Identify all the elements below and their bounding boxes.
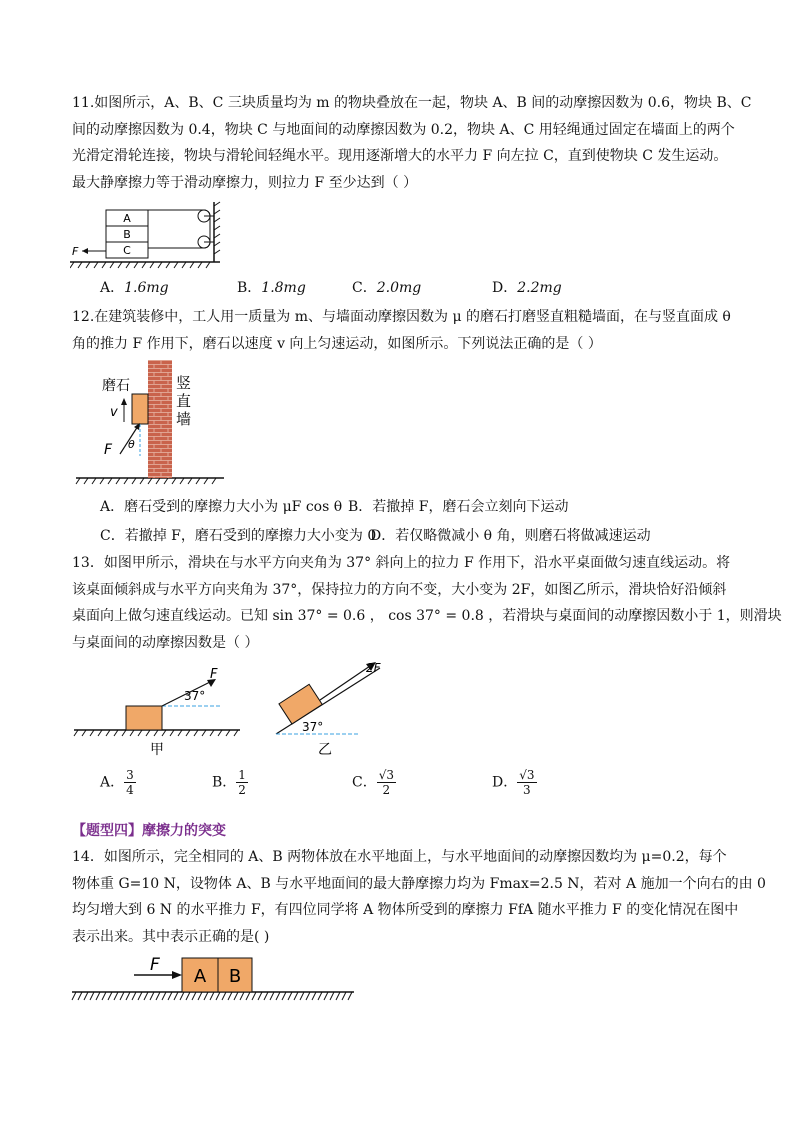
block-a-label: A [123, 212, 131, 225]
pull-force-label-2: 2F [366, 661, 381, 675]
q14-line: 物体重 G=10 N，设物体 A、B 与水平地面间的最大静摩擦力均为 Fmax=2.5 N，若对 A 施加一个向右的由 0 [72, 875, 766, 892]
q14-figure [70, 952, 360, 1010]
push-arrow-head [172, 971, 182, 979]
q14-text [72, 844, 766, 950]
section-title: 【题型四】摩擦力的突变 [72, 823, 226, 839]
q13-line: 13．如图甲所示，滑块在与水平方向夹角为 37° 斜向上的拉力 F 作用下，沿水平桌面做匀速直线运动。将 [72, 555, 731, 571]
ground-hatch [76, 478, 216, 484]
wall-hatch [214, 202, 220, 254]
q14-line: 14．如图所示，完全相同的 A、B 两物体放在水平地面上，与水平地面间的动摩擦因数均为 μ=0.2，每个 [72, 849, 727, 865]
q12-figure [70, 360, 230, 485]
wall-label-1: 竖 [176, 374, 192, 392]
q13-line: 与桌面间的动摩擦因数是（ ） [72, 634, 259, 651]
push-force-label: F [150, 955, 160, 975]
stone-label: 磨石 [102, 378, 130, 394]
brick-wall [148, 360, 172, 478]
slider-block-1 [126, 706, 162, 730]
velocity-label: v [110, 405, 118, 420]
q13-line: 桌面向上做匀速直线运动。已知 sin 37° = 0.6 ， cos 37° = 0.8 ，若滑块与桌面间的动摩擦因数小于 1，则滑块 [72, 608, 782, 624]
force-label: F [72, 245, 79, 258]
q11-line: 最大静摩擦力等于滑动摩擦力，则拉力 F 至少达到（ ） [72, 174, 418, 191]
force-label: F [104, 442, 113, 458]
q11-text [72, 90, 752, 196]
q13-text [72, 550, 782, 656]
angle-label-2: 37° [302, 720, 324, 734]
grinding-stone [132, 394, 148, 424]
q13-figure [70, 660, 400, 760]
q11-option-c[interactable]: C．2.0mg [352, 280, 422, 296]
figure-label-yi: 乙 [318, 742, 332, 758]
q14-line: 均匀增大到 6 N 的水平推力 F，有四位同学将 A 物体所受到的摩擦力 FfA 随水平推力 F 的变化情况在图中 [72, 902, 739, 918]
q13-line: 该桌面倾斜成与水平方向夹角为 37°，保持拉力的方向不变，大小变为 2F，如图乙所示，滑块恰好沿倾斜 [72, 581, 727, 598]
q11-option-b[interactable]: B．1.8mg [237, 280, 306, 296]
q11-line: 光滑定滑轮连接，物块与滑轮间轻绳水平。现用逐渐增大的水平力 F 向左拉 C，直到使物块 C 发生运动。 [72, 148, 728, 164]
q11-options [100, 277, 740, 301]
q12-option-a[interactable]: A．磨石受到的摩擦力大小为 μF cos θ [100, 499, 343, 515]
pull-arrow-shaft-2 [320, 666, 370, 700]
q12-text [72, 304, 731, 357]
q13-option-a[interactable]: A． $\frac{3}{4}$ [100, 768, 134, 797]
wall-label-3: 墙 [176, 410, 192, 428]
q11-figure [70, 198, 230, 270]
q12-option-d[interactable]: D．若仅略微减小 θ 角，则磨石将做减速运动 [370, 528, 651, 544]
q12-options-row1 [100, 496, 740, 522]
q12-option-b[interactable]: B．若撤掉 F，磨石会立刻向下运动 [348, 499, 569, 515]
q11-option-d[interactable]: D．2.2mg [492, 280, 562, 296]
angle-label-1: 37° [184, 689, 206, 703]
block-a-label: A [193, 966, 207, 987]
q12-options-row2 [100, 525, 740, 551]
block-b-label: B [228, 966, 242, 987]
velocity-arrow-head [121, 398, 127, 405]
block-b-label: B [123, 228, 131, 241]
block-c-label: C [123, 244, 131, 257]
q13-option-b[interactable]: B． $\frac{1}{2}$ [212, 768, 246, 797]
q11-line: 11.如图所示，A、B、C 三块质量均为 m 的物块叠放在一起，物块 A、B 间的动摩擦因数为 0.6，物块 B、C [72, 95, 752, 111]
wall-label-2: 直 [176, 392, 192, 410]
q12-option-c[interactable]: C．若撤掉 F，磨石受到的摩擦力大小变为 0 [100, 528, 377, 544]
q13-options [100, 768, 740, 808]
q13-option-c[interactable]: C． $\frac{√3}{2}$ [352, 768, 394, 797]
slider-block-2 [279, 684, 322, 724]
ground-hatch [72, 992, 352, 1000]
ground-hatch [70, 262, 210, 268]
theta-label: θ [128, 438, 135, 451]
q11-line: 间的动摩擦因数为 0.4，物块 C 与地面间的动摩擦因数为 0.2，物块 A、C 用轻绳通过固定在墙面上的两个 [72, 121, 735, 138]
figure-label-jia: 甲 [150, 742, 164, 758]
force-arrow-head [82, 248, 88, 254]
q14-line: 表示出来。其中表示正确的是( ) [72, 928, 270, 945]
q12-line: 角的推力 F 作用下，磨石以速度 v 向上匀速运动，如图所示。下列说法正确的是（ ） [72, 335, 602, 352]
ground-hatch [74, 730, 238, 736]
q13-option-d[interactable]: D． $\frac{√3}{3}$ [492, 768, 535, 797]
pull-force-label-1: F [210, 667, 218, 682]
q11-option-a[interactable]: A．1.6mg [100, 280, 169, 296]
q12-line: 12.在建筑装修中，工人用一质量为 m、与墙面动摩擦因数为 μ 的磨石打磨竖直粗糙墙面，在与竖直面成 θ [72, 309, 731, 325]
